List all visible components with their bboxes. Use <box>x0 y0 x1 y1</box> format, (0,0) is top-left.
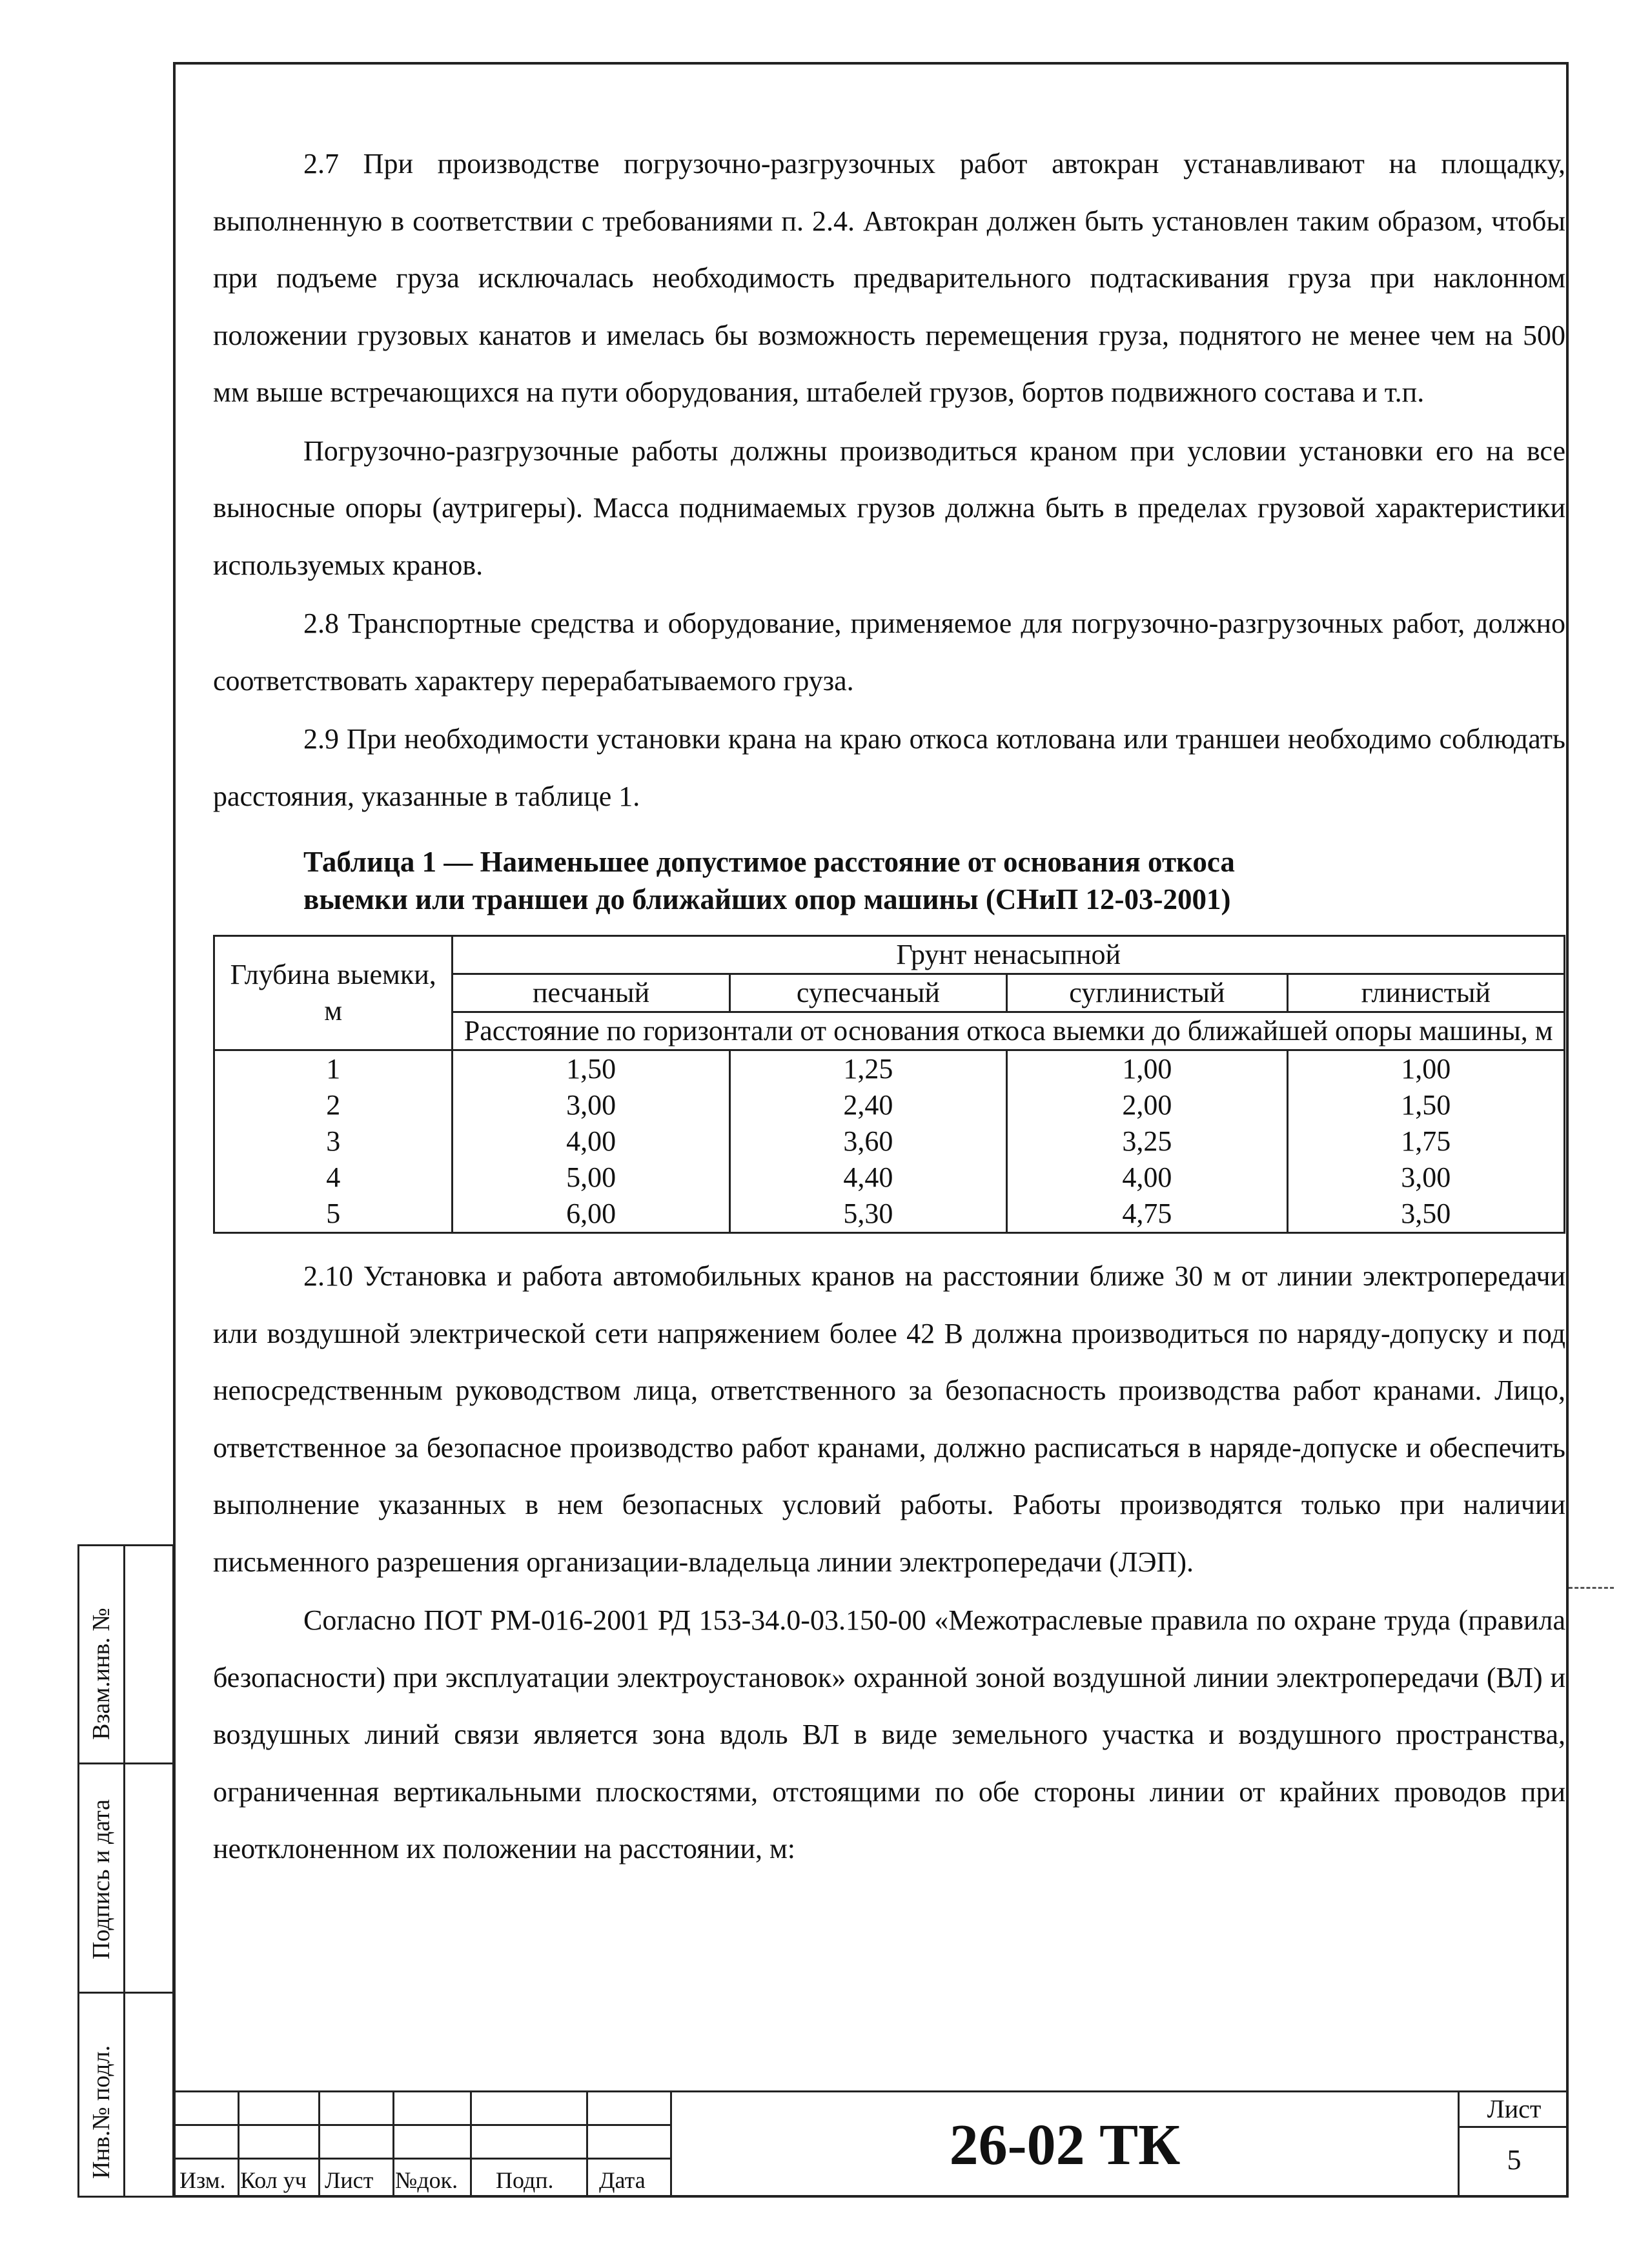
cell-depth: 5 <box>214 1196 453 1233</box>
paragraph-2-8: 2.8 Транспортные средства и оборудование, применяемое для погрузочно-разгрузочных работ, должно соответствовать характеру перерабатываемого груза. <box>213 608 1565 697</box>
table-caption <box>213 843 1565 918</box>
cell-distance: 3,60 <box>729 1123 1006 1160</box>
side-signature-label: Подпись и дата <box>88 1799 115 1959</box>
cell-distance: 3,25 <box>1007 1123 1287 1160</box>
cell-distance: 5,00 <box>453 1160 729 1196</box>
cell-distance: 4,75 <box>1007 1196 1287 1233</box>
side-inv-label: Инв.№ подл. <box>88 2045 115 2179</box>
cell-depth: 1 <box>214 1050 453 1088</box>
cell-distance: 2,40 <box>729 1087 1006 1123</box>
margin-dash-mark <box>1569 1587 1614 1589</box>
header-soil-group: Грунт ненасыпной <box>453 936 1565 974</box>
cell-distance: 4,00 <box>453 1123 729 1160</box>
header-soil-sandy-loam: супесчаный <box>729 974 1006 1012</box>
header-soil-sand: песчаный <box>453 974 729 1012</box>
title-block-grid <box>173 2090 670 2198</box>
cell-distance: 6,00 <box>453 1196 729 1233</box>
side-stamp <box>77 1544 174 2198</box>
side-vzam-label: Взам.инв. № <box>88 1608 115 1740</box>
header-soil-loam: суглинистый <box>1007 974 1287 1012</box>
document-body <box>213 136 1565 1878</box>
label-kol-uch: Кол уч <box>240 2167 307 2193</box>
cell-distance: 1,75 <box>1287 1123 1564 1160</box>
table-row <box>214 1123 1565 1160</box>
cell-distance: 2,00 <box>1007 1087 1287 1123</box>
header-distance: Расстояние по горизонтали от основания откоса выемки до ближайшей опоры машины, м <box>453 1012 1565 1050</box>
table-row <box>214 1050 1565 1088</box>
table-row <box>214 1087 1565 1123</box>
cell-depth: 2 <box>214 1087 453 1123</box>
cell-distance: 4,40 <box>729 1160 1006 1196</box>
paragraph-outriggers: Погрузочно-разгрузочные работы должны производиться краном при условии установки его на все выносные опоры (аутригеры). Масса поднимаемых грузов должна быть в пределах грузовой характеристики используемых кранов. <box>213 434 1565 581</box>
cell-distance: 1,00 <box>1007 1050 1287 1088</box>
document-code: 26-02 ТК <box>670 2090 1458 2198</box>
paragraph-pot-rm: Согласно ПОТ РМ-016-2001 РД 153-34.0-03.150-00 «Межотраслевые правила по охране труда (правила безопасности) при эксплуатации электроустановок» охранной зоной воздушной линии электропередачи (ВЛ) и воздушных линий связи является зона вдоль ВЛ в виде земельного участка и воздушного пространства, ограниченная вертикальными плоскостями, отстоящими по обе стороны линии от крайних проводов при неотклоненном их положении на расстоянии, м: <box>213 1604 1565 1864</box>
label-podp: Подп. <box>496 2167 554 2193</box>
table-caption-line2: выемки или траншеи до ближайших опор машины (СНиП 12-03-2001) <box>303 883 1231 915</box>
cell-depth: 4 <box>214 1160 453 1196</box>
header-soil-clay: глинистый <box>1287 974 1564 1012</box>
table-body <box>214 1050 1565 1233</box>
table-caption-line1: Таблица 1 — Наименьшее допустимое расстояние от основания откоса <box>303 846 1235 878</box>
distance-table <box>213 935 1565 1234</box>
cell-distance: 4,00 <box>1007 1160 1287 1196</box>
cell-distance: 1,50 <box>453 1050 729 1088</box>
cell-distance: 3,00 <box>1287 1160 1564 1196</box>
paragraph-2-10: 2.10 Установка и работа автомобильных кранов на расстоянии ближе 30 м от линии электропередачи или воздушной электрической сети напряжением более 42 В должна производиться по наряду-допуску и под непосредственным руководством лица, ответственного за безопасность производства работ кранами. Лицо, ответственное за безопасное производство работ кранами, должно расписаться в наряде-допуске и обеспечить выполнение указанных в нем безопасных условий работы. Работы производятся только при наличии письменного разрешения организации-владельца линии электропередачи (ЛЭП). <box>213 1260 1565 1578</box>
sheet-label: Лист <box>1460 2092 1569 2128</box>
table-row <box>214 1160 1565 1196</box>
cell-distance: 3,50 <box>1287 1196 1564 1233</box>
label-list: Лист <box>325 2167 374 2193</box>
sheet-number: 5 <box>1507 2144 1522 2176</box>
cell-distance: 1,00 <box>1287 1050 1564 1088</box>
paragraph-2-9: 2.9 При необходимости установки крана на краю откоса котлована или траншеи необходимо соблюдать расстояния, указанные в таблице 1. <box>213 723 1565 812</box>
sheet-box <box>1458 2090 1569 2198</box>
paragraph-2-7: 2.7 При производстве погрузочно-разгрузочных работ автокран устанавливают на площадку, выполненную в соответствии с требованиями п. 2.4. Автокран должен быть установлен таким образом, чтобы при подъеме груза исключалась необходимость предварительного подтаскивания груза при наклонном положении грузовых канатов и имелась бы возможность перемещения груза, поднятого не менее чем на 500 мм выше встречающихся на пути оборудования, штабелей грузов, бортов подвижного состава и т.п. <box>213 148 1565 408</box>
cell-depth: 3 <box>214 1123 453 1160</box>
cell-distance: 5,30 <box>729 1196 1006 1233</box>
table-row <box>214 1196 1565 1233</box>
header-depth: Глубина выемки, м <box>214 936 453 1050</box>
cell-distance: 1,25 <box>729 1050 1006 1088</box>
label-izm: Изм. <box>179 2167 226 2193</box>
label-ndok: №док. <box>395 2167 458 2193</box>
title-block <box>173 2090 1569 2198</box>
cell-distance: 1,50 <box>1287 1087 1564 1123</box>
cell-distance: 3,00 <box>453 1087 729 1123</box>
label-data: Дата <box>599 2167 646 2193</box>
